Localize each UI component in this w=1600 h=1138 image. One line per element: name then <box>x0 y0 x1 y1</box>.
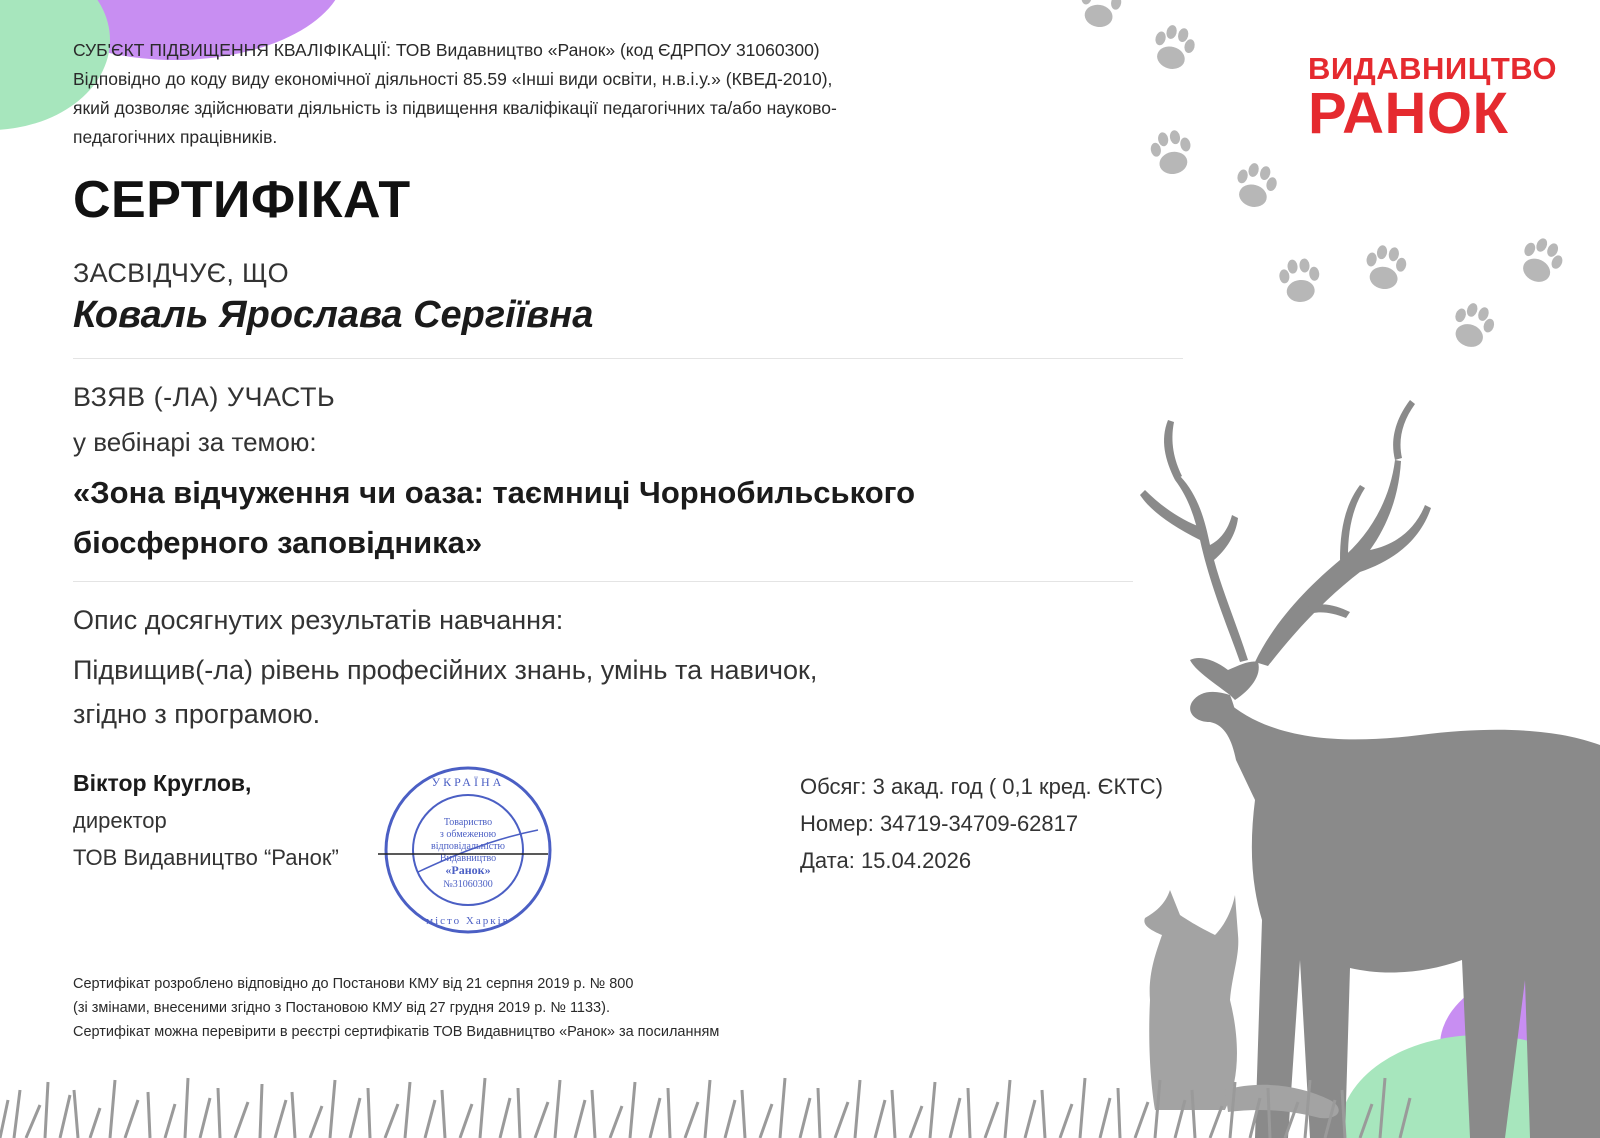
svg-text:УКРАЇНА: УКРАЇНА <box>431 775 505 789</box>
svg-text:«Ранок»: «Ранок» <box>445 863 491 877</box>
header-line: СУБ'ЄКТ ПІДВИЩЕННЯ КВАЛІФІКАЦІЇ: ТОВ Видавництво «Ранок» (код ЄДРПОУ 31060300) <box>73 40 820 60</box>
results-text <box>73 648 973 736</box>
certificate-title: СЕРТИФІКАТ <box>73 171 411 229</box>
paw-print-icon <box>1231 160 1281 212</box>
volume-text: Обсяг: 3 акад. год ( 0,1 кред. ЄКТС) <box>800 774 1163 799</box>
footer-line: Сертифікат розроблено відповідно до Постанови КМУ від 21 серпня 2019 р. № 800 <box>73 976 634 992</box>
publisher-logo <box>1308 51 1558 146</box>
divider <box>73 358 1183 359</box>
certificate-number: Номер: 34719-34709-62817 <box>800 811 1079 836</box>
signer-organization: ТОВ Видавництво “Ранок” <box>73 845 339 870</box>
footer-line: Сертифікат можна перевірити в реєстрі сертифікатів ТОВ Видавництво «Ранок» за посиланням <box>73 1024 720 1040</box>
topic-line: «Зона відчуження чи оаза: таємниці Чорнобильського <box>73 475 916 510</box>
header-line: Відповідно до коду виду економічної діяльності 85.59 «Інші види освіти, н.в.і.у.» (КВЕД-2010), <box>73 69 833 89</box>
paw-print-icon <box>1077 0 1124 30</box>
certificate-details <box>800 768 1163 879</box>
webinar-topic <box>73 468 1033 568</box>
paw-print-icon <box>1149 22 1199 74</box>
paw-print-icon <box>1362 243 1409 292</box>
svg-text:Товариство: Товариство <box>443 817 493 828</box>
paw-print-icon <box>1148 128 1195 177</box>
webinar-intro: у вебінарі за темою: <box>73 427 317 457</box>
topic-line: біосферного заповідника» <box>73 525 483 560</box>
signer-name: Віктор Круглов, <box>73 770 252 796</box>
logo-main-text: РАНОК <box>1308 81 1509 146</box>
certificate-date: Дата: 15.04.2026 <box>800 848 972 873</box>
participated-label: ВЗЯВ (-ЛА) УЧАСТЬ <box>73 382 336 412</box>
recipient-name: Коваль Ярослава Сергіївна <box>73 294 594 336</box>
header-notice <box>73 36 993 152</box>
results-label: Опис досягнутих результатів навчання: <box>73 605 564 635</box>
paw-print-icon <box>1447 299 1499 353</box>
header-line: педагогічних працівників. <box>73 127 278 147</box>
svg-text:Видавництво: Видавництво <box>439 853 497 864</box>
signer-role: директор <box>73 808 167 833</box>
svg-text:№31060300: №31060300 <box>443 879 493 890</box>
header-line: який дозволяє здійснювати діяльність із підвищення кваліфікації педагогічних та/або науково- <box>73 98 837 118</box>
footer-line: (зі змінами, внесеними згідно з Постановою КМУ від 27 грудня 2019 р. № 1133). <box>73 1000 610 1016</box>
results-line: Підвищив(-ла) рівень професійних знань, умінь та навичок, <box>73 655 818 685</box>
logo-top-text: ВИДАВНИЦТВО <box>1308 51 1558 86</box>
results-line: згідно з програмою. <box>73 699 321 729</box>
paw-print-icon <box>1278 257 1322 303</box>
paw-print-icon <box>1514 233 1568 289</box>
svg-text:місто Харків: місто Харків <box>426 915 510 927</box>
certifies-label: ЗАСВІДЧУЄ, ЩО <box>73 258 289 288</box>
svg-text:з обмеженою: з обмеженою <box>439 829 497 840</box>
svg-text:відповідальністю: відповідальністю <box>430 841 506 852</box>
footer-notice <box>73 972 719 1044</box>
divider <box>73 581 1133 582</box>
official-stamp <box>378 760 558 940</box>
